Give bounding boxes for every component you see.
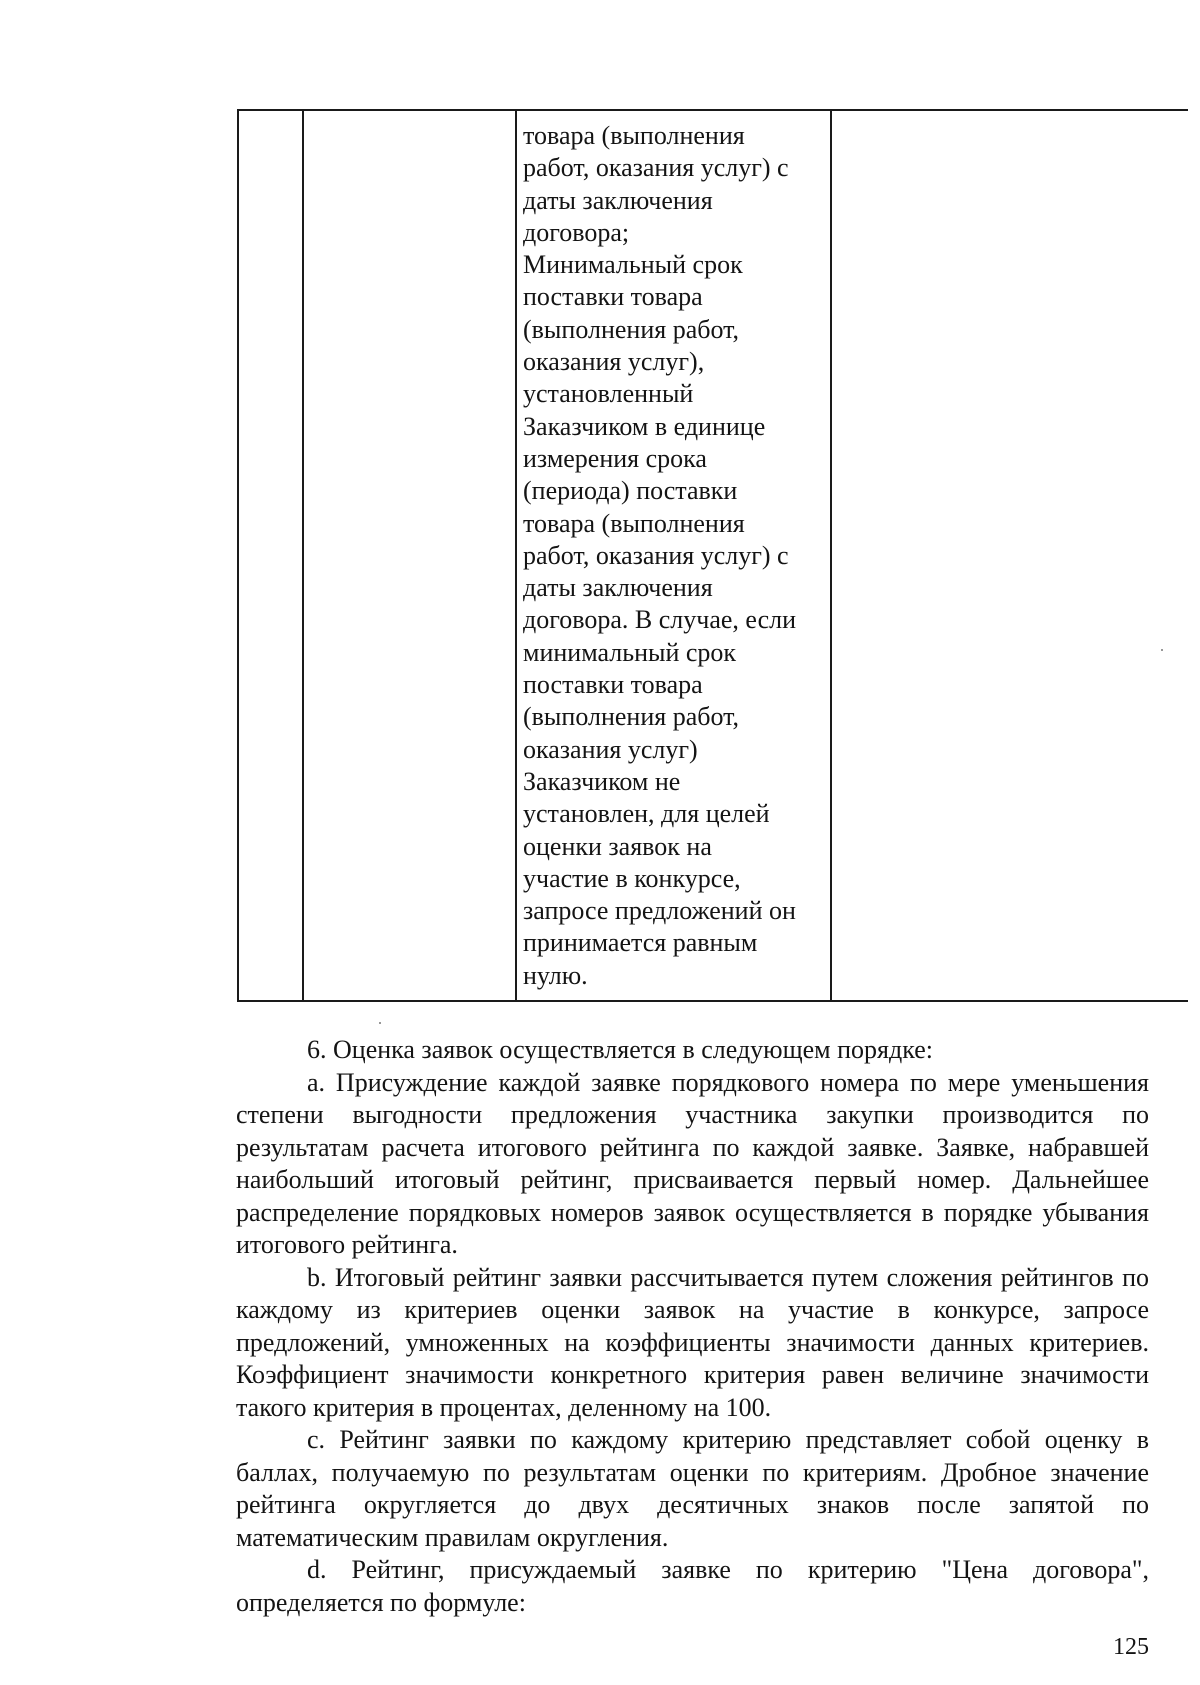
paragraph-b: b. Итоговый рейтинг заявки рассчитывается путем сложения рейтингов по каждому из критериев оценки заявок на участие в конкурсе, запросе предложений, умноженных на коэффициенты значимости данных критериев. Коэффициент значимости конкретного критерия равен величине значимости такого критерия в процентах, деленному на 100. [236, 1262, 1149, 1422]
table-cell-text: товара (выполнения работ, оказания услуг) с даты заключения договора; Минимальный срок поставки товара (выполнения работ, оказания услуг), установленный Заказчиком в единице измерения срока (периода) поставки товара (выполнения работ, оказания услуг) с даты заключения договора. В случае, если минимальный срок поставки товара (выполнения работ, оказания услуг) Заказчиком не установлен, для целей оценки заявок на участие в конкурсе, запросе предложений он принимается равным нулю. [523, 121, 797, 990]
paragraph-d: d. Рейтинг, присуждаемый заявке по критерию "Цена договора", определяется по формуле: [236, 1555, 1149, 1617]
body-text [236, 1034, 1149, 1619]
table-column-divider [302, 111, 304, 1000]
table-column-divider [830, 111, 832, 1000]
page-number: 125 [1113, 1634, 1149, 1660]
paragraph-c: c. Рейтинг заявки по каждому критерию представляет собой оценку в баллах, получаемую по результатам оценки по критериям. Дробное значение рейтинга округляется до двух десятичных знаков после запятой по математическим правилам округления. [236, 1425, 1149, 1552]
paragraph-6: 6. Оценка заявок осуществляется в следующем порядке: [307, 1035, 933, 1064]
paragraph-a: a. Присуждение каждой заявке порядкового номера по мере уменьшения степени выгодности предложения участника закупки производится по результатам расчета итогового рейтинга по каждой заявке. Заявке, набравшей наибольший итоговый рейтинг, присваивается первый номер. Дальнейшее распределение порядковых номеров заявок осуществляется в порядке убывания итогового рейтинга. [236, 1067, 1149, 1259]
scan-speck [379, 1022, 381, 1024]
scan-speck [1161, 649, 1163, 651]
table-column-divider [515, 111, 517, 1000]
table-fragment [237, 109, 1188, 1002]
